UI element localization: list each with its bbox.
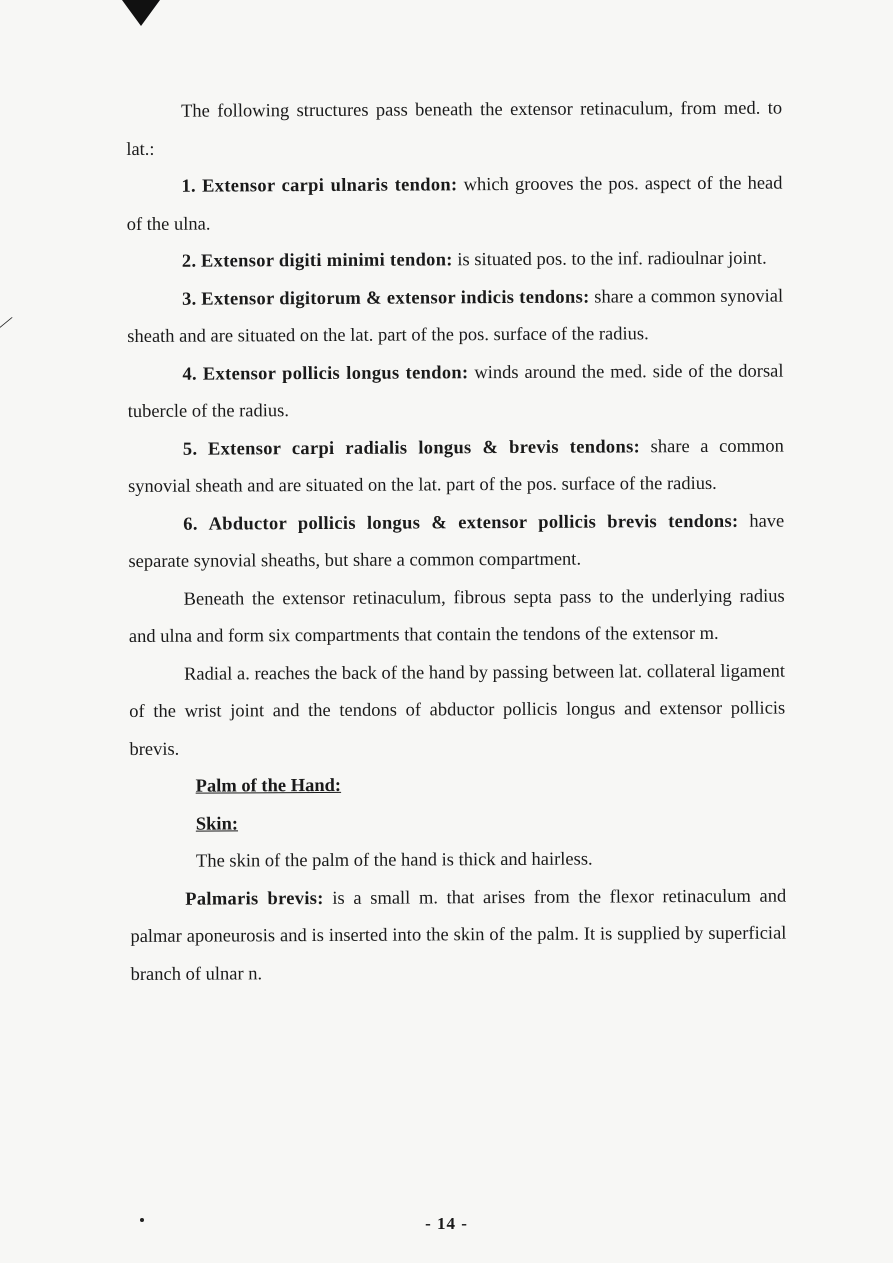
page-content [126,91,787,994]
list-item: 4. Extensor pollicis longus tendon: winds around the med. side of the dorsal tubercle of the radius. [127,361,784,422]
palmaris-paragraph: Palmaris brevis: is a small m. that arises from the flexor retinaculum and palmar aponeurosis and is inserted into the skin of the palm. It is supplied by superficial branch of ulnar n. [130,886,787,985]
margin-tick-mark: ⁄ [1,311,11,335]
intro-paragraph: The following structures pass beneath the extensor retinaculum, from med. to lat.: [126,98,783,160]
radial-artery-paragraph: Radial a. reaches the back of the hand by passing between lat. collateral ligament of the wrist joint and the tendons of abductor pollicis longus and extensor pollicis brevis. [129,661,786,760]
corner-triangle-mark [122,0,160,26]
list-item: 5. Extensor carpi radialis longus & brevis tendons: share a common synovial sheath and are situated on the lat. part of the pos. surface of the radius. [128,436,784,497]
septa-paragraph: Beneath the extensor retinaculum, fibrous septa pass to the underlying radius and ulna and form six compartments that contain the tendons of the extensor m. [128,586,785,647]
skin-paragraph: The skin of the palm of the hand is thick and hairless. [195,849,593,872]
list-item: 1. Extensor carpi ulnaris tendon: which grooves the pos. aspect of the head of the ulna. [126,173,783,235]
palm-heading: Palm of the Hand: [195,775,342,797]
list-item: 2. Extensor digiti minimi tendon: is situated pos. to the inf. radioulnar joint. [181,248,767,272]
list-item: 3. Extensor digitorum & extensor indicis tendons: share a common synovial sheath and are situated on the lat. part of the pos. surface of the radius. [127,286,784,347]
skin-heading: Skin: [195,813,239,835]
list-item: 6. Abductor pollicis longus & extensor pollicis brevis tendons: have separate synovial sheaths, but share a common compartment. [128,511,785,572]
page-number: - 14 - [425,1214,468,1233]
